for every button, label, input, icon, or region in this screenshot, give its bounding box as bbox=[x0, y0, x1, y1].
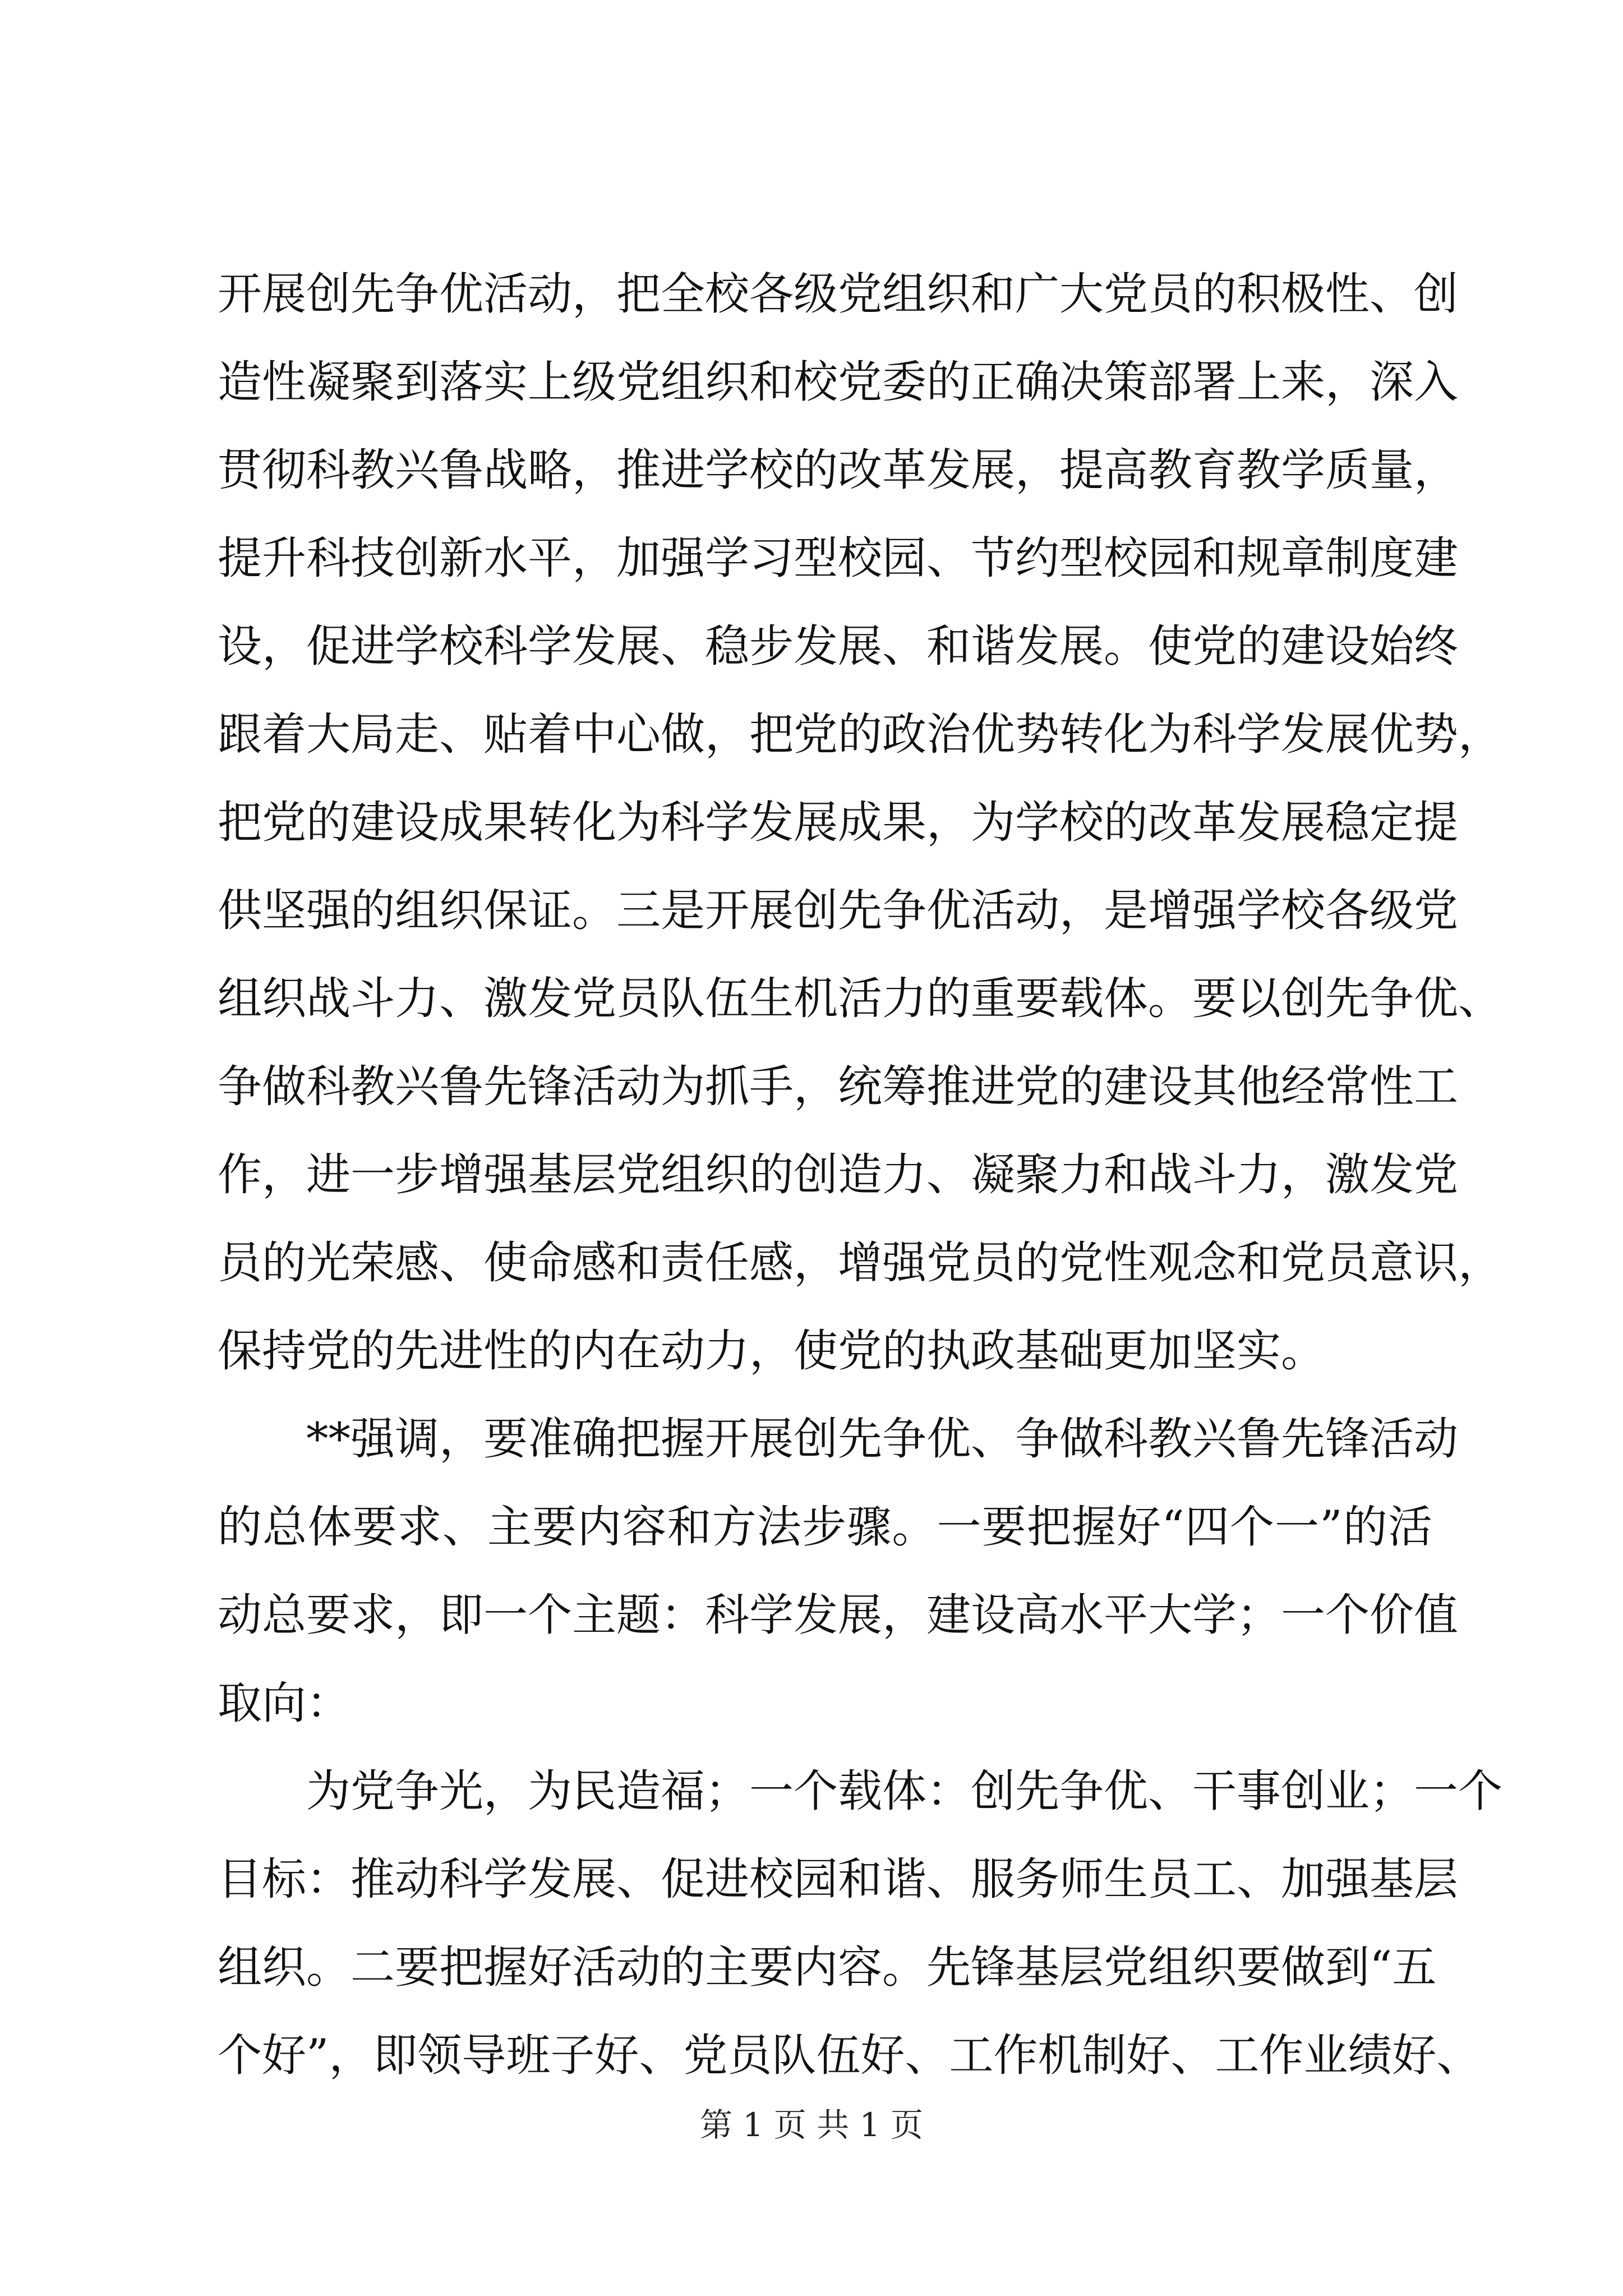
text-line: 争做科教兴鲁先锋活动为抓手，统筹推进党的建设其他经常性工 bbox=[218, 1061, 1458, 1112]
paragraph-start-line: **强调，要准确把握开展创先争优、争做科教兴鲁先锋活动 bbox=[306, 1413, 1458, 1465]
text-line: 作，进一步增强基层党组织的创造力、凝聚力和战斗力，激发党 bbox=[218, 1149, 1458, 1200]
text-line: 贯彻科教兴鲁战略，推进学校的改革发展，提高教育教学质量， bbox=[218, 444, 1458, 496]
document-body bbox=[218, 250, 1502, 2100]
text-line: 供坚强的组织保证。三是开展创先争优活动，是增强学校各级党 bbox=[218, 885, 1458, 936]
text-line: 跟着大局走、贴着中心做，把党的政治优势转化为科学发展优势， bbox=[218, 708, 1502, 760]
text-line: 组织战斗力、激发党员队伍生机活力的重要载体。要以创先争优、 bbox=[218, 973, 1502, 1024]
text-line: 造性凝聚到落实上级党组织和校党委的正确决策部署上来，深入 bbox=[218, 356, 1458, 408]
text-line: 设，促进学校科学发展、稳步发展、和谐发展。使党的建设始终 bbox=[218, 620, 1458, 672]
text-line: 开展创先争优活动，把全校各级党组织和广大党员的积极性、创 bbox=[218, 268, 1458, 320]
text-line: 把党的建设成果转化为科学发展成果，为学校的改革发展稳定提 bbox=[218, 797, 1458, 848]
text-line: 组织。二要把握好活动的主要内容。先锋基层党组织要做到“五 bbox=[218, 1941, 1437, 1993]
text-line: 个好”，即领导班子好、党员队伍好、工作机制好、工作业绩好、 bbox=[218, 2030, 1481, 2081]
text-line: 保持党的先进性的内在动力，使党的执政基础更加坚实。 bbox=[218, 1325, 1325, 1377]
text-line: 动总要求，即一个主题：科学发展，建设高水平大学；一个价值 bbox=[218, 1589, 1458, 1641]
text-line: 目标：推动科学发展、促进校园和谐、服务师生员工、加强基层 bbox=[218, 1853, 1458, 1905]
text-line: 取向： bbox=[218, 1677, 351, 1729]
text-line: 员的光荣感、使命感和责任感，增强党员的党性观念和党员意识， bbox=[218, 1237, 1502, 1289]
text-line: 提升科技创新水平，加强学习型校园、节约型校园和规章制度建 bbox=[218, 532, 1458, 584]
text-line: 的总体要求、主要内容和方法步骤。一要把握好“四个一”的活 bbox=[218, 1501, 1432, 1553]
paragraph-start-line: 为党争光，为民造福；一个载体：创先争优、干事创业；一个 bbox=[306, 1765, 1502, 1817]
page-number-footer: 第 1 页 共 1 页 bbox=[700, 2106, 923, 2144]
